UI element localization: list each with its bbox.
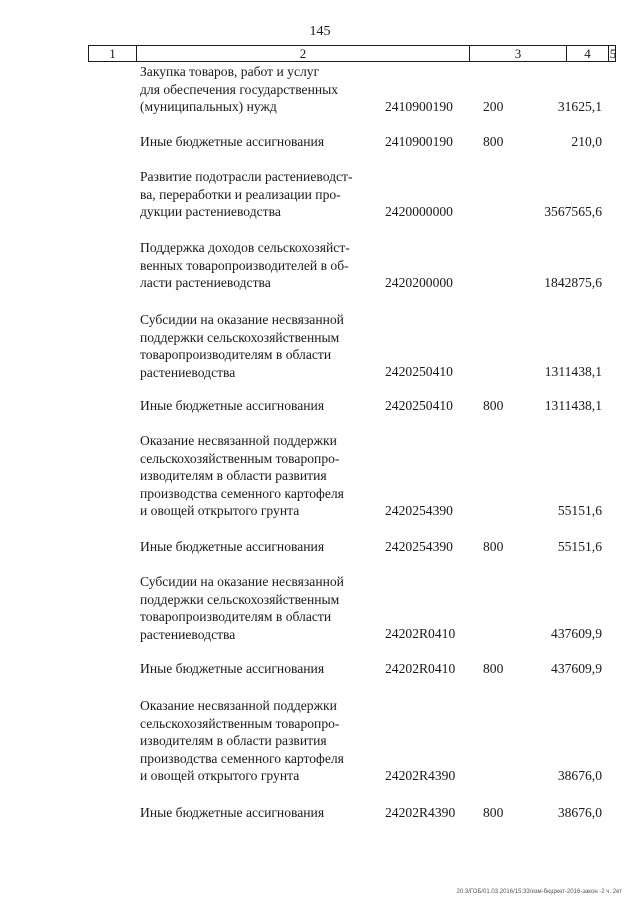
- row-description: Развитие подотрасли растениеводст- ва, переработки и реализации про- дукции растениеводства: [140, 169, 353, 219]
- row-code: 2420000000: [385, 204, 453, 219]
- row-amount: 55151,6: [557, 503, 602, 518]
- row-description: Оказание несвязанной поддержки сельскохозяйственным товаропро- изводителям в области развития производства семенного картофеля и овощей открытого грунта: [140, 433, 344, 518]
- row-code: 2420250410: [385, 398, 453, 413]
- row-code: 2410900190: [385, 99, 453, 114]
- row-description: Субсидии на оказание несвязанной поддержки сельскохозяйственным товаропроизводителям в области растениеводства: [140, 574, 344, 642]
- page-number: 145: [309, 24, 331, 39]
- row-description: Иные бюджетные ассигнования: [140, 539, 325, 554]
- row-description: Поддержка доходов сельскохозяйст- венных товаропроизводителей в об- ласти растениеводства: [140, 240, 350, 290]
- row-code: 2420250410: [385, 364, 453, 379]
- row-code: 2410900190: [385, 134, 453, 149]
- row-kind: 800: [483, 398, 504, 413]
- row-amount: 210,0: [571, 134, 602, 149]
- row-code: 2420254390: [385, 503, 453, 518]
- row-amount: 3567565,6: [544, 204, 602, 219]
- row-code: 2420254390: [385, 539, 453, 554]
- row-code: 24202R0410: [385, 661, 456, 676]
- row-description: Иные бюджетные ассигнования: [140, 661, 325, 676]
- row-code: 24202R0410: [385, 626, 456, 641]
- row-description: Оказание несвязанной поддержки сельскохозяйственным товаропро- изводителям в области развития производства семенного картофеля и овощей открытого грунта: [140, 698, 344, 783]
- row-kind: 800: [483, 805, 504, 820]
- row-description: Закупка товаров, работ и услуг для обеспечения государственных (муниципальных) нужд: [140, 64, 339, 114]
- row-amount: 38676,0: [557, 805, 602, 820]
- row-kind: 800: [483, 134, 504, 149]
- header-col-3: 3: [469, 46, 566, 61]
- row-amount: 55151,6: [557, 539, 602, 554]
- header-col-2: 2: [136, 46, 469, 61]
- row-description: Иные бюджетные ассигнования: [140, 805, 325, 820]
- header-col-4: 4: [566, 46, 608, 61]
- row-amount: 437609,9: [551, 626, 602, 641]
- row-kind: 800: [483, 661, 504, 676]
- header-col-1: 1: [109, 46, 116, 61]
- row-amount: 1311438,1: [544, 398, 602, 413]
- row-description: Иные бюджетные ассигнования: [140, 134, 325, 149]
- row-kind: 200: [483, 99, 504, 114]
- row-description: Иные бюджетные ассигнования: [140, 398, 325, 413]
- row-amount: 38676,0: [557, 768, 602, 783]
- row-code: 24202R4390: [385, 768, 456, 783]
- row-amount: 1311438,1: [544, 364, 602, 379]
- row-amount: 1842875,6: [544, 275, 602, 290]
- row-code: 24202R4390: [385, 805, 456, 820]
- row-amount: 31625,1: [557, 99, 602, 114]
- row-code: 2420200000: [385, 275, 453, 290]
- row-kind: 800: [483, 539, 504, 554]
- footer-stamp: 20.3/ГОБ/01.03.2016/15:33/изм-бюджет-2016-закон -2 ч. 2ет: [456, 889, 622, 895]
- row-amount: 437609,9: [551, 661, 602, 676]
- row-description: Субсидии на оказание несвязанной поддержки сельскохозяйственным товаропроизводителям в области растениеводства: [140, 312, 344, 380]
- header-col-5: 5: [609, 46, 617, 61]
